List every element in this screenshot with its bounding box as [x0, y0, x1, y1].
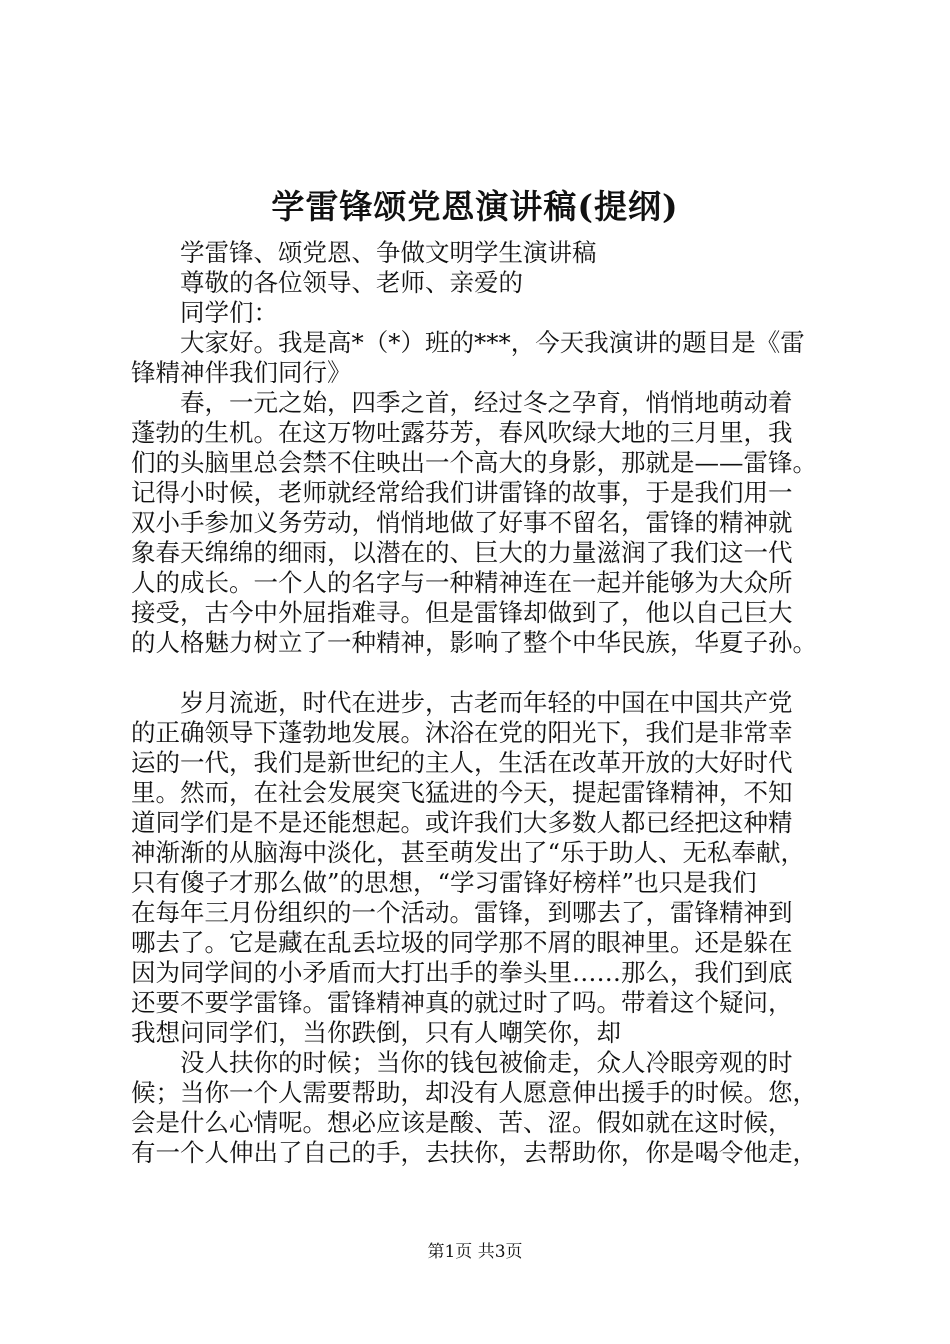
text-line: 学雷锋、颂党恩、争做文明学生演讲稿: [180, 238, 597, 267]
text-line: 锋精神伴我们同行》: [131, 358, 352, 387]
text-line: 接受，古今中外屈指难寻。但是雷锋却做到了，他以自己巨大: [131, 598, 793, 627]
text-line: 只有傻子才那么做”的思想，“学习雷锋好榜样”也只是我们: [131, 868, 757, 897]
text-line: 没人扶你的时候；当你的钱包被偷走，众人冷眼旁观的时: [180, 1048, 793, 1077]
text-line: 人的成长。一个人的名字与一种精神连在一起并能够为大众所: [131, 568, 793, 597]
text-line: 蓬勃的生机。在这万物吐露芬芳，春风吹绿大地的三月里，我: [131, 418, 793, 447]
text-line: 们的头脑里总会禁不住映出一个高大的身影，那就是——雷锋。: [131, 448, 817, 477]
text-line: 候；当你一个人需要帮助，却没有人愿意伸出援手的时候。您，: [131, 1078, 817, 1107]
text-line: 有一个人伸出了自己的手，去扶你，去帮助你，你是喝令他走，: [131, 1138, 817, 1167]
text-line: 的人格魅力树立了一种精神，影响了整个中华民族，华夏子孙。: [131, 628, 817, 657]
document-body: [131, 238, 831, 1168]
text-line: 尊敬的各位领导、老师、亲爱的: [180, 268, 523, 297]
text-line: 哪去了。它是藏在乱丢垃圾的同学那不屑的眼神里。还是躲在: [131, 928, 793, 957]
blank-line: [131, 658, 831, 688]
text-line: 我想问同学们，当你跌倒，只有人嘲笑你，却: [131, 1018, 621, 1047]
text-line: 运的一代，我们是新世纪的主人，生活在改革开放的大好时代: [131, 748, 793, 777]
text-line: 大家好。我是高*（*）班的***，今天我演讲的题目是《雷: [180, 328, 805, 357]
text-line: 的正确领导下蓬勃地发展。沐浴在党的阳光下，我们是非常幸: [131, 718, 793, 747]
text-line: 神渐渐的从脑海中淡化，甚至萌发出了“乐于助人、无私奉献，: [131, 838, 806, 867]
text-line: 还要不要学雷锋。雷锋精神真的就过时了吗。带着这个疑问，: [131, 988, 793, 1017]
text-line: 双小手参加义务劳动，悄悄地做了好事不留名，雷锋的精神就: [131, 508, 793, 537]
text-line: 道同学们是不是还能想起。或许我们大多数人都已经把这种精: [131, 808, 793, 837]
text-line: 在每年三月份组织的一个活动。雷锋，到哪去了，雷锋精神到: [131, 898, 793, 927]
text-line: 岁月流逝，时代在进步，古老而年轻的中国在中国共产党: [180, 688, 793, 717]
text-line: 会是什么心情呢。想必应该是酸、苦、涩。假如就在这时候，: [131, 1108, 793, 1137]
page-number-footer: 第1页 共3页: [427, 1242, 523, 1262]
text-line: 象春天绵绵的细雨，以潜在的、巨大的力量滋润了我们这一代: [131, 538, 793, 567]
text-line: 记得小时候，老师就经常给我们讲雷锋的故事，于是我们用一: [131, 478, 793, 507]
text-line: 同学们：: [180, 298, 278, 327]
document-title: 学雷锋颂党恩演讲稿(提纲): [271, 187, 679, 226]
text-line: 春，一元之始，四季之首，经过冬之孕育，悄悄地萌动着: [180, 388, 793, 417]
text-line: 因为同学间的小矛盾而大打出手的拳头里……那么，我们到底: [131, 958, 793, 987]
text-line: 里。然而，在社会发展突飞猛进的今天，提起雷锋精神，不知: [131, 778, 793, 807]
